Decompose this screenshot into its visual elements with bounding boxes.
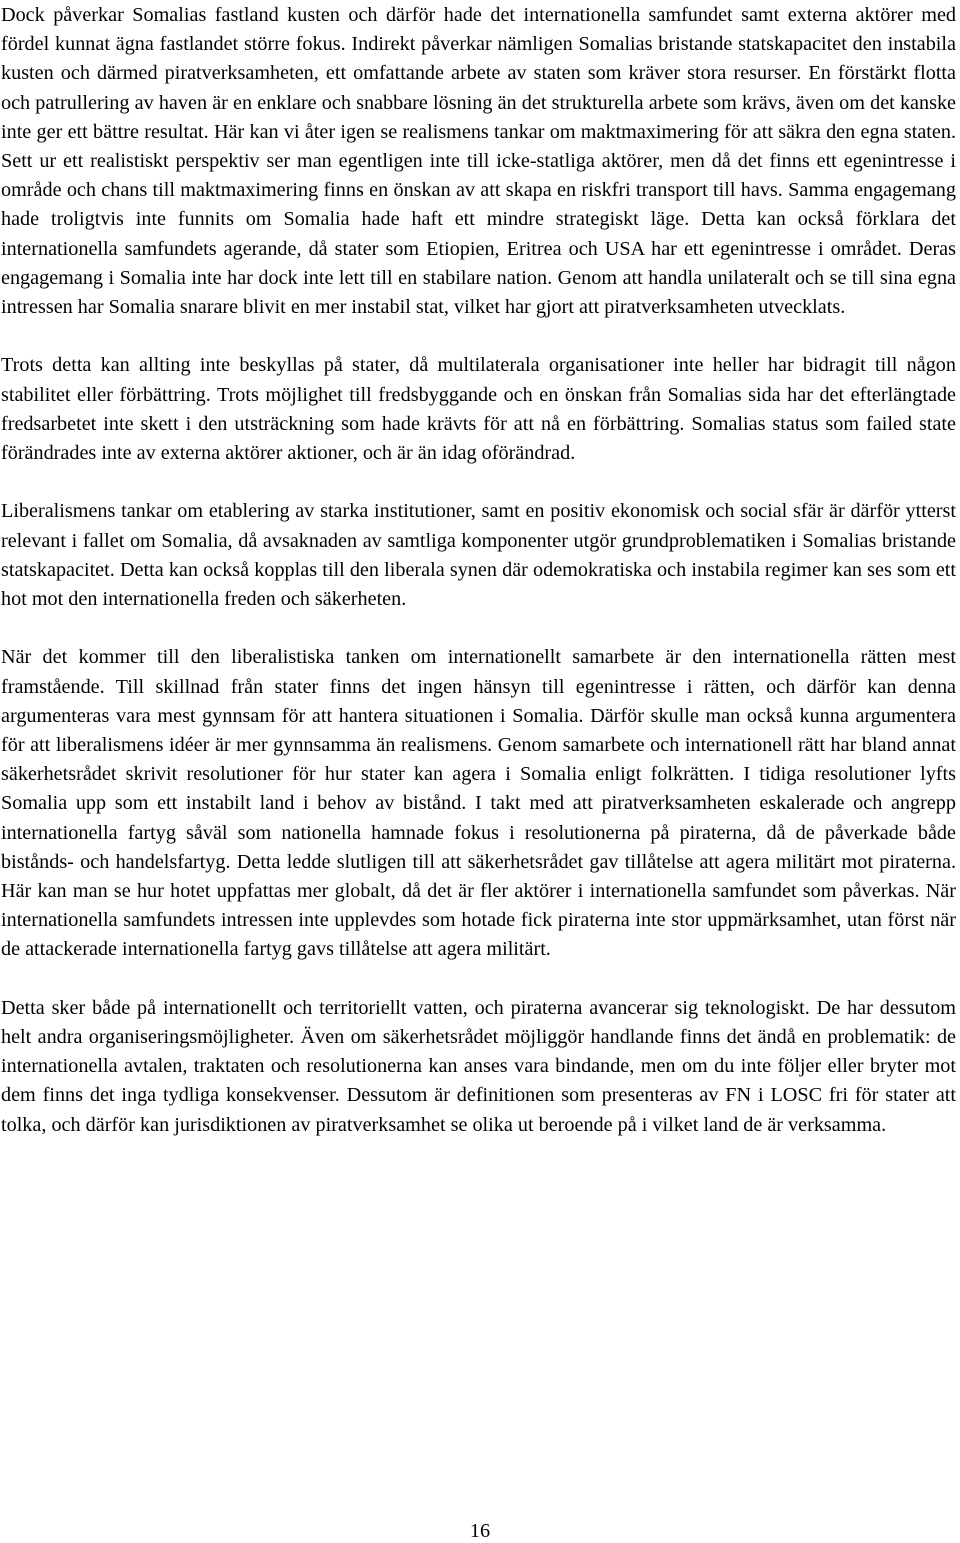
page-number: 16	[469, 1520, 491, 1542]
paragraph-4: När det kommer till den liberalistiska tanken om internationellt samarbete är den internationella rätten mest framstående. Till skillnad från stater finns det ingen hänsyn till egenintresse i rätten, och därför kan denna argumenteras vara mest gynnsam för att hantera situationen i Somalia. Därför skulle man också kunna argumentera för att liberalismens idéer är mer gynnsamma än realismens. Genom samarbete och internationell rätt har bland annat säkerhetsrådet skrivit resolutioner för hur stater kan agera i Somalia enligt folkrätten. I tidiga resolutioner lyfts Somalia upp som ett instabilt land i behov av bistånd. I takt med att piratverksamheten eskalerade och angrepp internationella fartyg såväl som nationella hamnade fokus i resolutionerna på piraterna, då de påverkade både bistånds- och handelsfartyg. Detta ledde slutligen till att säkerhetsrådet gav tillåtelse att agera militärt mot piraterna. Här kan man se hur hotet uppfattas mer globalt, då det är fler aktörer i internationella samfundet som påverkas. När internationella samfundets intressen inte upplevdes som hotade fick piraterna inte stor uppmärksamhet, utan först när de attackerade internationella fartyg gavs tillåtelse att agera militärt.	[1, 646, 956, 961]
paragraph-5: Detta sker både på internationellt och territoriellt vatten, och piraterna avancerar sig teknologiskt. De har dessutom helt andra organiseringsmöjligheter. Även om säkerhetsrådet möjliggör handlande finns det ändå en problematik: de internationella avtalen, traktaten och resolutionerna kan anses vara bindande, men om du inte följer eller bryter mot dem finns det inga tydliga konsekvenser. Dessutom är definitionen som presenteras av FN i LOSC fri för stater att tolka, och därför kan jurisdiktionen av piratverksamhet se olika ut beroende på i vilket land de är verksamma.	[1, 996, 956, 1136]
body-text	[1, 1, 956, 1140]
paragraph-1: Dock påverkar Somalias fastland kusten och därför hade det internationella samfundet samt externa aktörer med fördel kunnat ägna fastlandet större fokus. Indirekt påverkar nämligen Somalias bristande statskapacitet den instabila kusten och därmed piratverksamheten, ett omfattande arbete av staten som kräver stora resurser. En förstärkt flotta och patrullering av haven är en enklare och snabbare lösning än det strukturella arbete som krävs, även om det kanske inte ger ett bättre resultat. Här kan vi åter igen se realismens tankar om maktmaximering för att säkra den egna staten. Sett ur ett realistiskt perspektiv ser man egentligen inte till icke-statliga aktörer, men då det finns ett egenintresse i område och chans till maktmaximering finns en önskan av att skapa en riskfri transport till havs. Samma engagemang hade troligtvis inte funnits om Somalia hade haft ett mindre strategiskt läge. Detta kan också förklara det internationella samfundets agerande, då stater som Etiopien, Eritrea och USA har ett egenintresse i området. Deras engagemang i Somalia inte har dock inte lett till en stabilare nation. Genom att handla unilateralt och se till sina egna intressen har Somalia snarare blivit en mer instabil stat, vilket har gjort att piratverksamheten utvecklats.	[1, 4, 956, 319]
paragraph-2: Trots detta kan allting inte beskyllas på stater, då multilaterala organisationer inte heller har bidragit till någon stabilitet eller förbättring. Trots möjlighet till fredsbyggande och en önskan från Somalias sida har det efterlängtade fredsarbetet inte skett i den utsträckning som hade krävts för att nå en förbättring. Somalias status som failed state förändrades inte av externa aktörer aktioner, och är än idag oförändrad.	[1, 354, 956, 465]
paragraph-3: Liberalismens tankar om etablering av starka institutioner, samt en positiv ekonomisk och social sfär är därför ytterst relevant i fallet om Somalia, då avsaknaden av samtliga komponenter utgör grundproblematiken i Somalias bristande statskapacitet. Detta kan också kopplas till den liberala synen där odemokratiska och instabila regimer kan ses som ett hot mot den internationella freden och säkerheten.	[1, 500, 956, 611]
